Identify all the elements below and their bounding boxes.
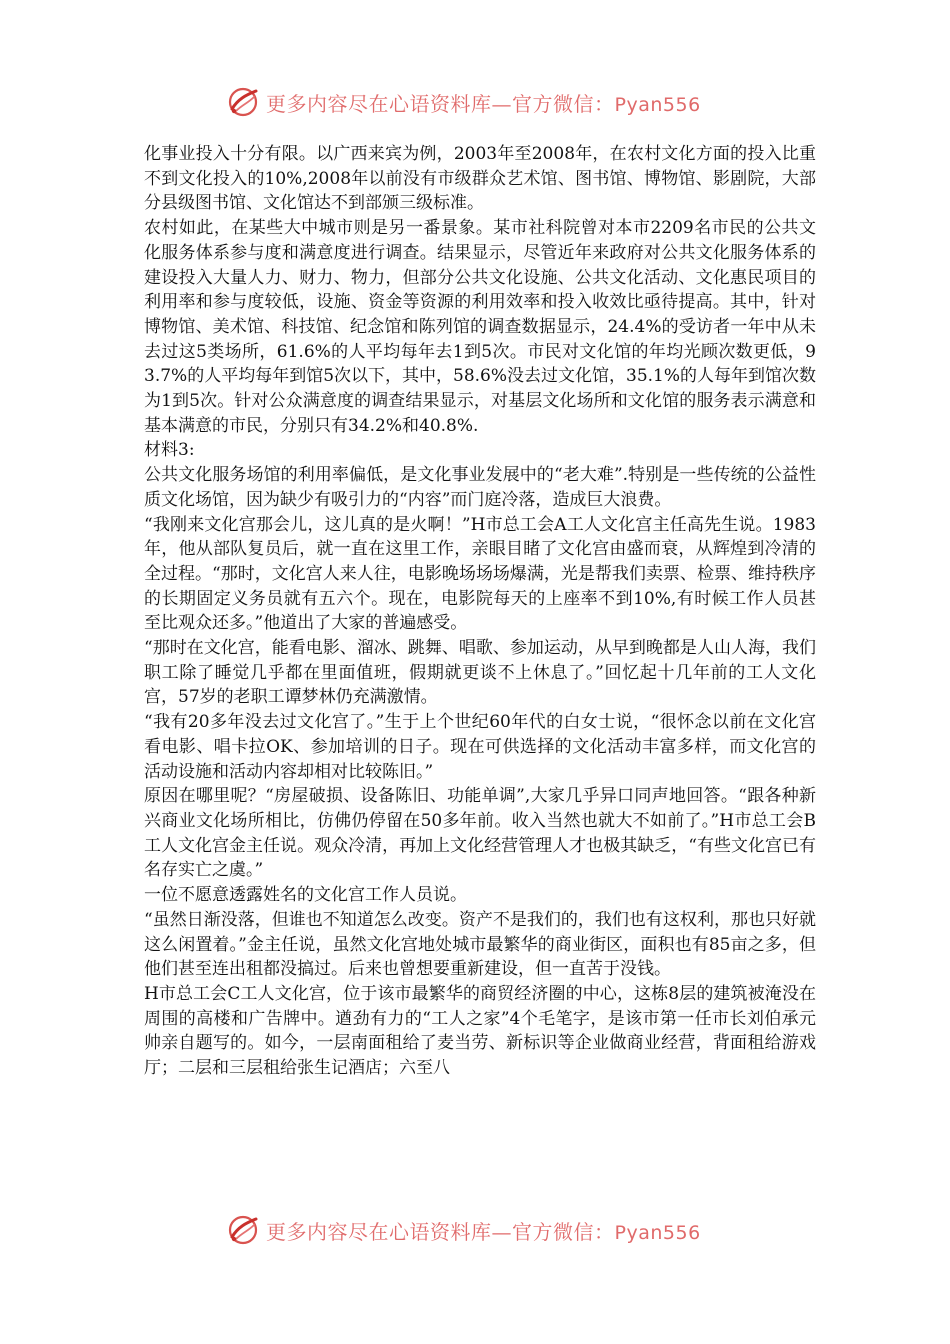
paragraph: “虽然日渐没落，但谁也不知道怎么改变。资产不是我们的，我们也有这权利，那也只好就这么闲置着。”金主任说，虽然文化宫地处城市最繁华的商业街区，面积也有85亩之多，但他们甚至连出租都没搞过。后来也曾想要重新建设，但一直苦于没钱。 bbox=[144, 909, 816, 980]
brush-logo-icon bbox=[226, 85, 260, 119]
paragraph: 原因在哪里呢？“房屋破损、设备陈旧、功能单调”,大家几乎异口同声地回答。“跟各种新兴商业文化场所相比，仿佛仍停留在50多年前。收入当然也就大不如前了。”H市总工会B工人文化宫金主任说。观众冷清，再加上文化经营管理人才也极其缺乏，“有些文化宫已有名存实亡之虞。” bbox=[144, 786, 816, 881]
paragraph: “我刚来文化宫那会儿，这儿真的是火啊！”H市总工会A工人文化宫主任高先生说。1983年，他从部队复员后，就一直在这里工作，亲眼目睹了文化宫由盛而衰，从辉煌到冷清的全过程。“那时，文化宫人来人往，电影晚场场场爆满，光是帮我们卖票、检票、维持秩序的长期固定义务员就有五六个。现在，电影院每天的上座率不到10%,有时候工作人员甚至比观众还多。”他道出了大家的普遍感受。 bbox=[144, 514, 816, 634]
paragraph: “我有20多年没去过文化宫了。”生于上个世纪60年代的白女士说，“很怀念以前在文化宫看电影、唱卡拉OK、参加培训的日子。现在可供选择的文化活动丰富多样，而文化宫的活动设施和活动内容却相对比较陈旧。” bbox=[144, 712, 816, 782]
section-heading: 材料3: bbox=[144, 440, 195, 461]
paragraph: “那时在文化宫，能看电影、溜冰、跳舞、唱歌、参加运动，从早到晚都是人山人海，我们职工除了睡觉几乎都在里面值班，假期就更谈不上休息了。”回忆起十几年前的工人文化宫，57岁的老职工谭梦林仍充满激情。 bbox=[144, 638, 816, 708]
paragraph: H市总工会C工人文化宫，位于该市最繁华的商贸经济圈的中心，这栋8层的建筑被淹没在周围的高楼和广告牌中。遒劲有力的“工人之家”4个毛笔字，是该市第一任市长刘伯承元帅亲自题写的。如今，一层南面租给了麦当劳、新标识等企业做商业经营，背面租给游戏厅；二层和三层租给张生记酒店；六至八 bbox=[144, 983, 816, 1079]
paragraph: 化事业投入十分有限。以广西来宾为例，2003年至2008年，在农村文化方面的投入比重不到文化投入的10%,2008年以前没有市级群众艺术馆、图书馆、博物馆、影剧院，大部分县级图书馆、文化馆达不到部颁三级标准。 bbox=[144, 144, 816, 214]
paragraph: 农村如此，在某些大中城市则是另一番景象。某市社科院曾对本市2209名市民的公共文化服务体系参与度和满意度进行调查。结果显示，尽管近年来政府对公共文化服务体系的建设投入大量人力、财力、物力，但部分公共文化设施、公共文化活动、文化惠民项目的利用率和参与度较低，设施、资金等资源的利用效率和投入收效比亟待提高。其中，针对博物馆、美术馆、科技馆、纪念馆和陈列馆的调查数据显示，24.4%的受访者一年中从未去过这5类场所，61.6%的人平均每年去1到5次。市民对文化馆的年均光顾次数更低，93.7%的人平均每年到馆5次以下，其中，58.6%没去过文化馆，35.1%的人每年到馆次数为1到5次。针对公众满意度的调查结果显示，对基层文化场所和文化馆的服务表示满意和基本满意的市民，分别只有34.2%和40.8%. bbox=[144, 218, 817, 436]
brush-logo-icon bbox=[226, 1213, 260, 1247]
document-body bbox=[144, 142, 816, 1081]
paragraph: 公共文化服务场馆的利用率偏低，是文化事业发展中的“老大难”.特别是一些传统的公益性质文化场馆，因为缺少有吸引力的“内容”而门庭冷落，造成巨大浪费。 bbox=[144, 465, 816, 510]
watermark-text: 更多内容尽在心语资料库—官方微信：Pyan556 bbox=[266, 91, 701, 116]
watermark-footer bbox=[226, 1210, 746, 1250]
watermark-text: 更多内容尽在心语资料库—官方微信：Pyan556 bbox=[266, 1219, 701, 1244]
paragraph: 一位不愿意透露姓名的文化宫工作人员说。 bbox=[144, 885, 467, 906]
watermark-header bbox=[226, 82, 746, 122]
